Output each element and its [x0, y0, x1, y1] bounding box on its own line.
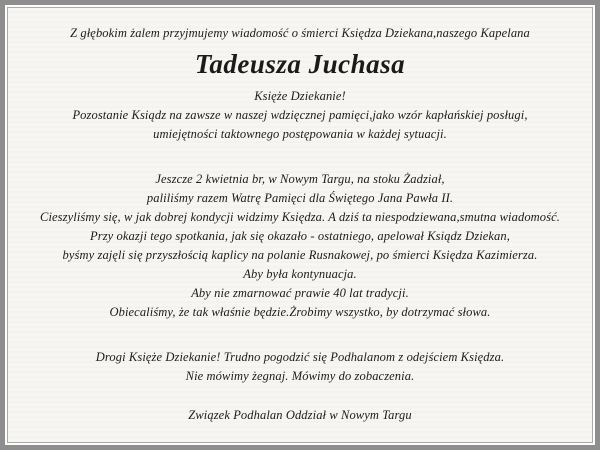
body-line: paliliśmy razem Watrę Pamięci dla Świętego Jana Pawła II. [146, 191, 454, 205]
body-line: Aby była kontynuacja. [243, 267, 357, 281]
signature-line: Związek Podhalan Oddział w Nowym Targu [188, 408, 412, 422]
body-line: Aby nie zmarnować prawie 40 lat tradycji. [191, 286, 409, 300]
opening-line: Pozostanie Ksiądz na zawsze w naszej wdzięcznej pamięci,jako wzór kapłańskiej posługi, [72, 108, 528, 122]
salutation-line: Księże Dziekanie! [254, 89, 346, 103]
opening-line: umiejętności taktownego postępowania w każdej sytuacji. [153, 127, 447, 141]
deceased-name: Tadeusza Juchasa [194, 49, 406, 79]
letter-content [8, 8, 592, 442]
body-line: byśmy zajęli się przyszłością kaplicy na polanie Rusnakowej, po śmierci Księdza Kazimierza. [62, 248, 538, 262]
opening-paragraph [8, 106, 592, 144]
farewell-paragraph [8, 348, 592, 386]
body-line: Jeszcze 2 kwietnia br, w Nowym Targu, na stoku Żadział, [155, 172, 445, 186]
body-line: Przy okazji tego spotkania, jak się okazało - ostatniego, apelował Ksiądz Dziekan, [90, 229, 510, 243]
farewell-line: Drogi Księże Dziekanie! Trudno pogodzić się Podhalanom z odejściem Księdza. [95, 350, 505, 364]
farewell-line: Nie mówimy żegnaj. Mówimy do zobaczenia. [185, 369, 415, 383]
intro-line: Z głębokim żalem przyjmujemy wiadomość o śmierci Księdza Dziekana,naszego Kapelana [70, 26, 530, 40]
body-line: Cieszyliśmy się, w jak dobrej kondycji widzimy Księdza. A dziś ta niespodziewana,smutna wiadomość. [40, 210, 560, 224]
body-paragraph [8, 170, 592, 322]
body-line: Obiecaliśmy, że tak właśnie będzie.Żrobimy wszystko, by dotrzymać słowa. [109, 305, 491, 319]
